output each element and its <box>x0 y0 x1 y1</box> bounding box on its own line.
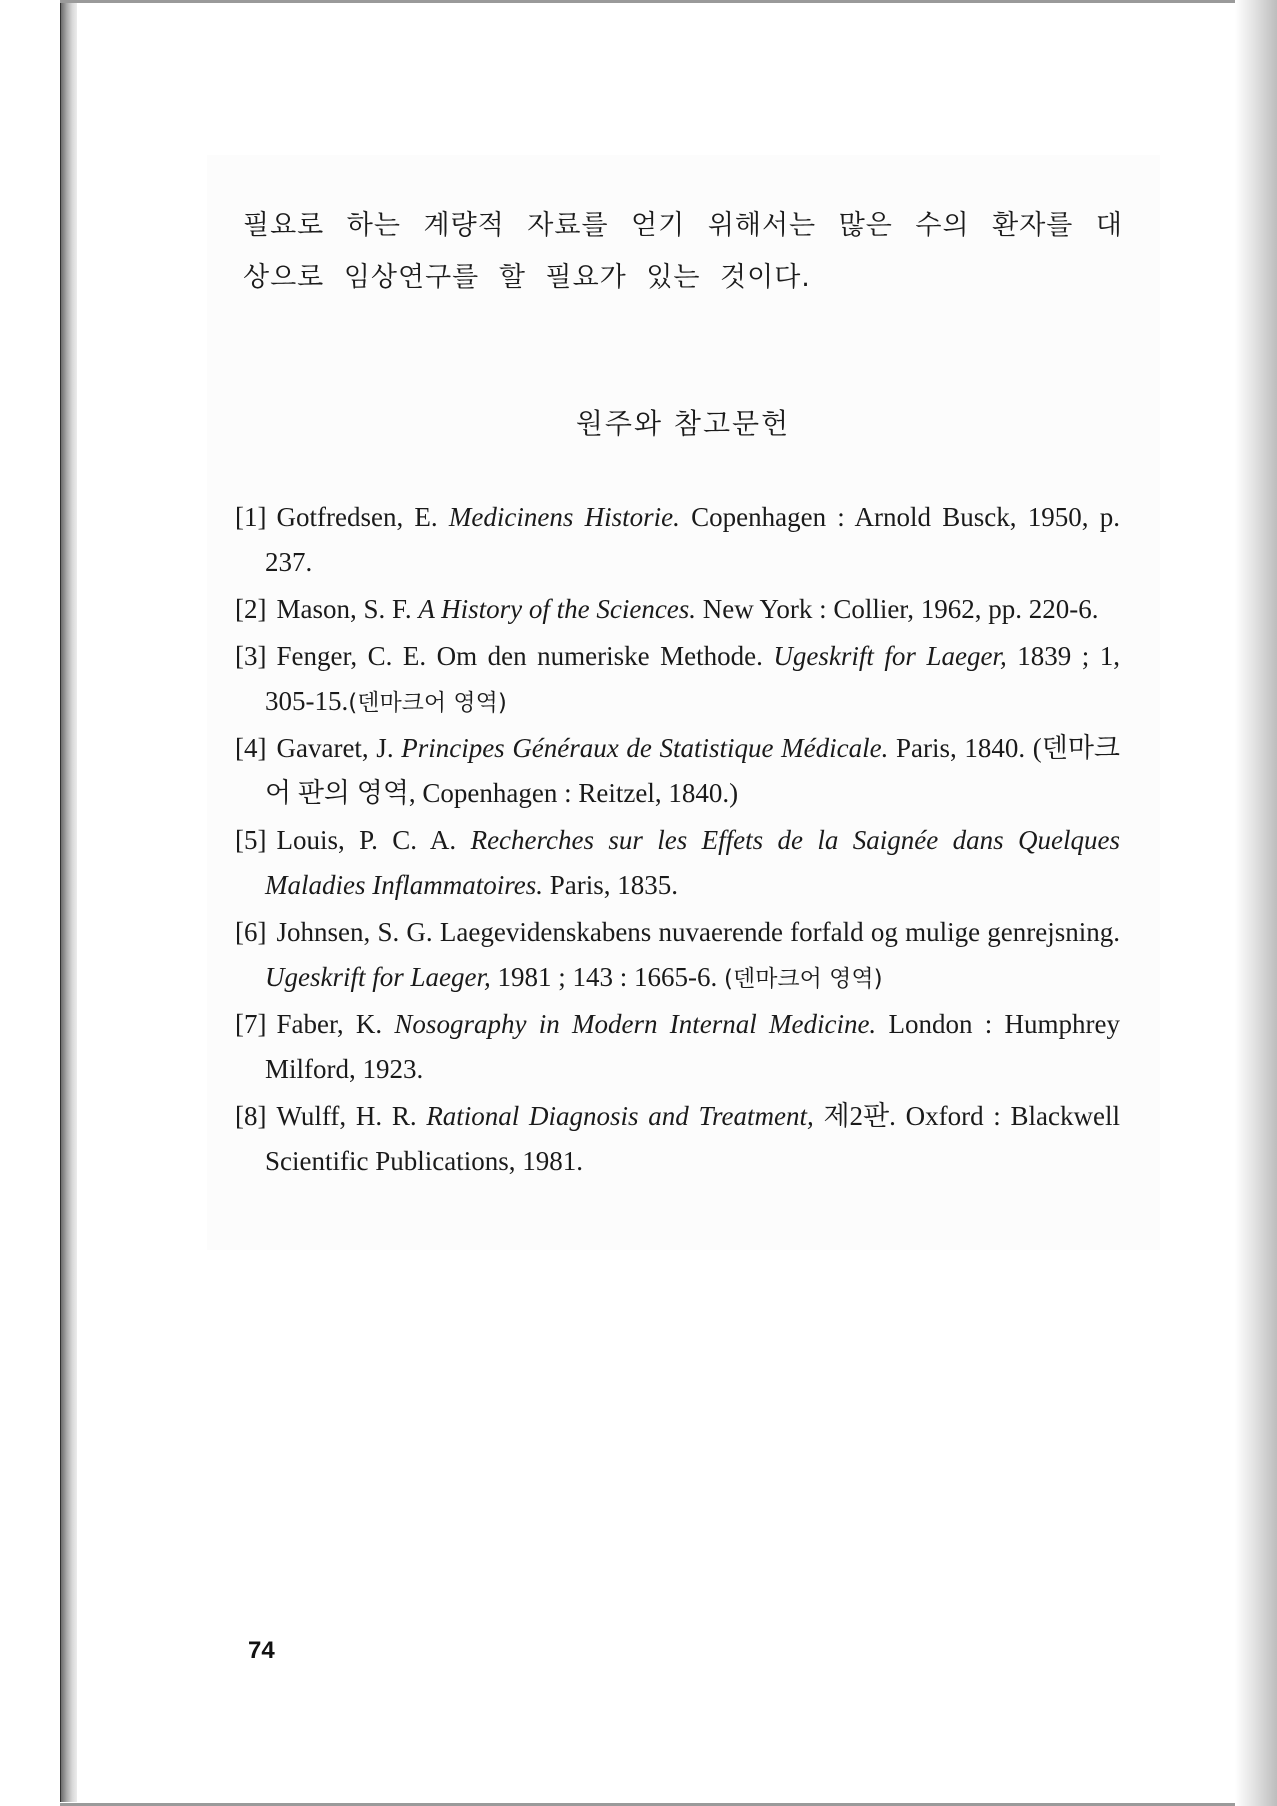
reference-item <box>235 726 1120 818</box>
reference-title: Nosography in Modern Internal Medicine. <box>394 1009 877 1039</box>
reference-title: Ugeskrift for Laeger, <box>265 962 491 992</box>
reference-title: Ugeskrift for Laeger, <box>773 641 1007 671</box>
reference-number: [7] <box>235 1009 267 1039</box>
reference-item <box>235 587 1120 634</box>
reference-details: London : Humphrey Milford, 1923. <box>265 1009 1120 1084</box>
reference-number: [4] <box>235 733 267 763</box>
reference-item <box>235 495 1120 587</box>
reference-authors: Gavaret, J. <box>276 733 402 763</box>
reference-title: Principes Généraux de Statistique Médicale. <box>401 733 889 763</box>
reference-number: [5] <box>235 825 267 855</box>
reference-item <box>235 1002 1120 1094</box>
reference-authors: Faber, K. <box>276 1009 395 1039</box>
reference-authors: Gotfredsen, E. <box>276 502 449 532</box>
reference-authors: Louis, P. C. A. <box>276 825 471 855</box>
reference-details: 1981 ; 143 : 1665-6. <box>490 962 724 992</box>
page-right-shadow <box>1235 0 1277 1806</box>
book-spine-edge <box>0 0 78 1806</box>
intro-paragraph: 필요로 하는 계량적 자료를 얻기 위해서는 많은 수의 환자를 대상으로 임상연구를 할 필요가 있는 것이다. <box>243 210 1123 293</box>
reference-details: New York : Collier, 1962, pp. 220-6. <box>696 594 1099 624</box>
page-number: 74 <box>248 1637 275 1664</box>
reference-number: [8] <box>235 1101 267 1131</box>
reference-item <box>235 634 1120 726</box>
reference-details: Paris, 1835. <box>542 870 678 900</box>
reference-title: Rational Diagnosis and Treatment, <box>426 1101 814 1131</box>
reference-number: [1] <box>235 502 267 532</box>
reference-item <box>235 910 1120 1002</box>
reference-authors: Mason, S. F. <box>276 594 419 624</box>
reference-number: [3] <box>235 641 267 671</box>
reference-title: A History of the Sciences. <box>418 594 697 624</box>
reference-details: 제2판. Oxford : Blackwell Scientific Publications, 1981. <box>265 1101 1120 1176</box>
reference-details: Copenhagen : Arnold Busck, 1950, p. 237. <box>265 502 1121 577</box>
reference-number: [6] <box>235 917 267 947</box>
reference-note: (덴마크어 영역) <box>348 690 507 716</box>
reference-authors: Johnsen, S. G. Laegevidenskabens nuvaerende forfald og mulige genrejsning. <box>276 917 1120 947</box>
reference-item <box>235 818 1120 910</box>
reference-authors: Fenger, C. E. Om den numeriske Methode. <box>276 641 774 671</box>
section-heading: 원주와 참고문헌 <box>575 407 791 440</box>
reference-title: Recherches sur les Effets de la Saignée dans Quelques Maladies Inflammatoires. <box>265 825 1121 900</box>
reference-note: (덴마크어 영역) <box>724 966 883 992</box>
reference-details: 1839 ; 1, 305-15. <box>265 641 1120 716</box>
reference-authors: Wulff, H. R. <box>276 1101 427 1131</box>
reference-list <box>235 495 1120 1186</box>
reference-title: Medicinens Historie. <box>448 502 680 532</box>
reference-number: [2] <box>235 594 267 624</box>
page-top-edge <box>60 0 1265 3</box>
reference-details: Paris, 1840. (덴마크어 판의 영역, Copenhagen : Reitzel, 1840.) <box>265 733 1120 808</box>
reference-item <box>235 1094 1120 1186</box>
spine-face <box>60 2 77 1802</box>
